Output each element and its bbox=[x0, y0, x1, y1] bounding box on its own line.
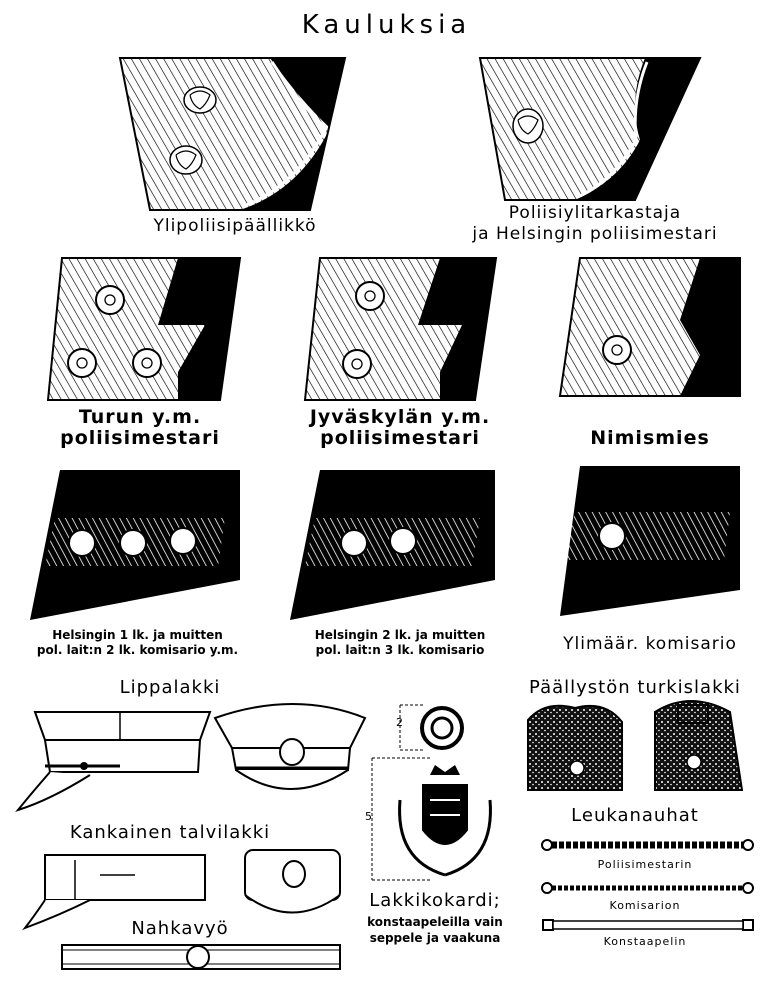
caption-poliisiylitarkastaja-line1: Poliisiylitarkastaja bbox=[508, 203, 682, 223]
chin-strap-label-poliisimestarin: Poliisimestarin bbox=[597, 858, 693, 871]
heading-lakkikokardi: Lakkikokardi; bbox=[369, 890, 501, 911]
caption-poliisiylitarkastaja-line2: ja Helsingin poliisimestari bbox=[472, 224, 718, 244]
heading-nahkavyo: Nahkavyö bbox=[131, 918, 229, 939]
cockade-dimension-side: 5 bbox=[365, 810, 373, 823]
chin-strap-label-komisarion: Komisarion bbox=[609, 899, 681, 912]
heading-leukanauhat: Leukanauhat bbox=[571, 805, 699, 826]
caption-helsingin-1lk-line1: Helsingin 1 lk. ja muitten bbox=[52, 628, 223, 642]
cockade-note-line1: konstaapeleilla vain bbox=[367, 915, 503, 929]
chin-strap-label-konstaapelin: Konstaapelin bbox=[603, 935, 687, 948]
caption-helsingin-1lk-line2: pol. lait:n 2 lk. komisario y.m. bbox=[36, 643, 239, 657]
caption-nimismies: Nimismies bbox=[590, 427, 710, 449]
heading-turkislakki: Päällystön turkislakki bbox=[529, 677, 741, 698]
caption-jyvaskylan-line2: poliisimestari bbox=[320, 427, 480, 449]
caption-turun-line2: poliisimestari bbox=[60, 427, 220, 449]
heading-lippalakki: Lippalakki bbox=[119, 677, 221, 698]
caption-ylimaar-komisario: Ylimäär. komisario bbox=[563, 634, 737, 654]
caption-turun-line1: Turun y.m. bbox=[78, 406, 202, 428]
caption-helsingin-2lk-line2: pol. lait:n 3 lk. komisario bbox=[315, 643, 485, 657]
cockade-note-line2: seppele ja vaakuna bbox=[369, 931, 501, 945]
page-title: Kauluksia bbox=[301, 10, 472, 40]
caption-jyvaskylan-line1: Jyväskylän y.m. bbox=[309, 406, 491, 428]
cockade-dimension-top: 2 bbox=[396, 716, 404, 729]
caption-helsingin-2lk-line1: Helsingin 2 lk. ja muitten bbox=[314, 628, 486, 642]
caption-ylipoliisipaallikko: Ylipoliisipäällikkö bbox=[153, 216, 317, 236]
heading-kankainen-talvilakki: Kankainen talvilakki bbox=[69, 822, 271, 843]
